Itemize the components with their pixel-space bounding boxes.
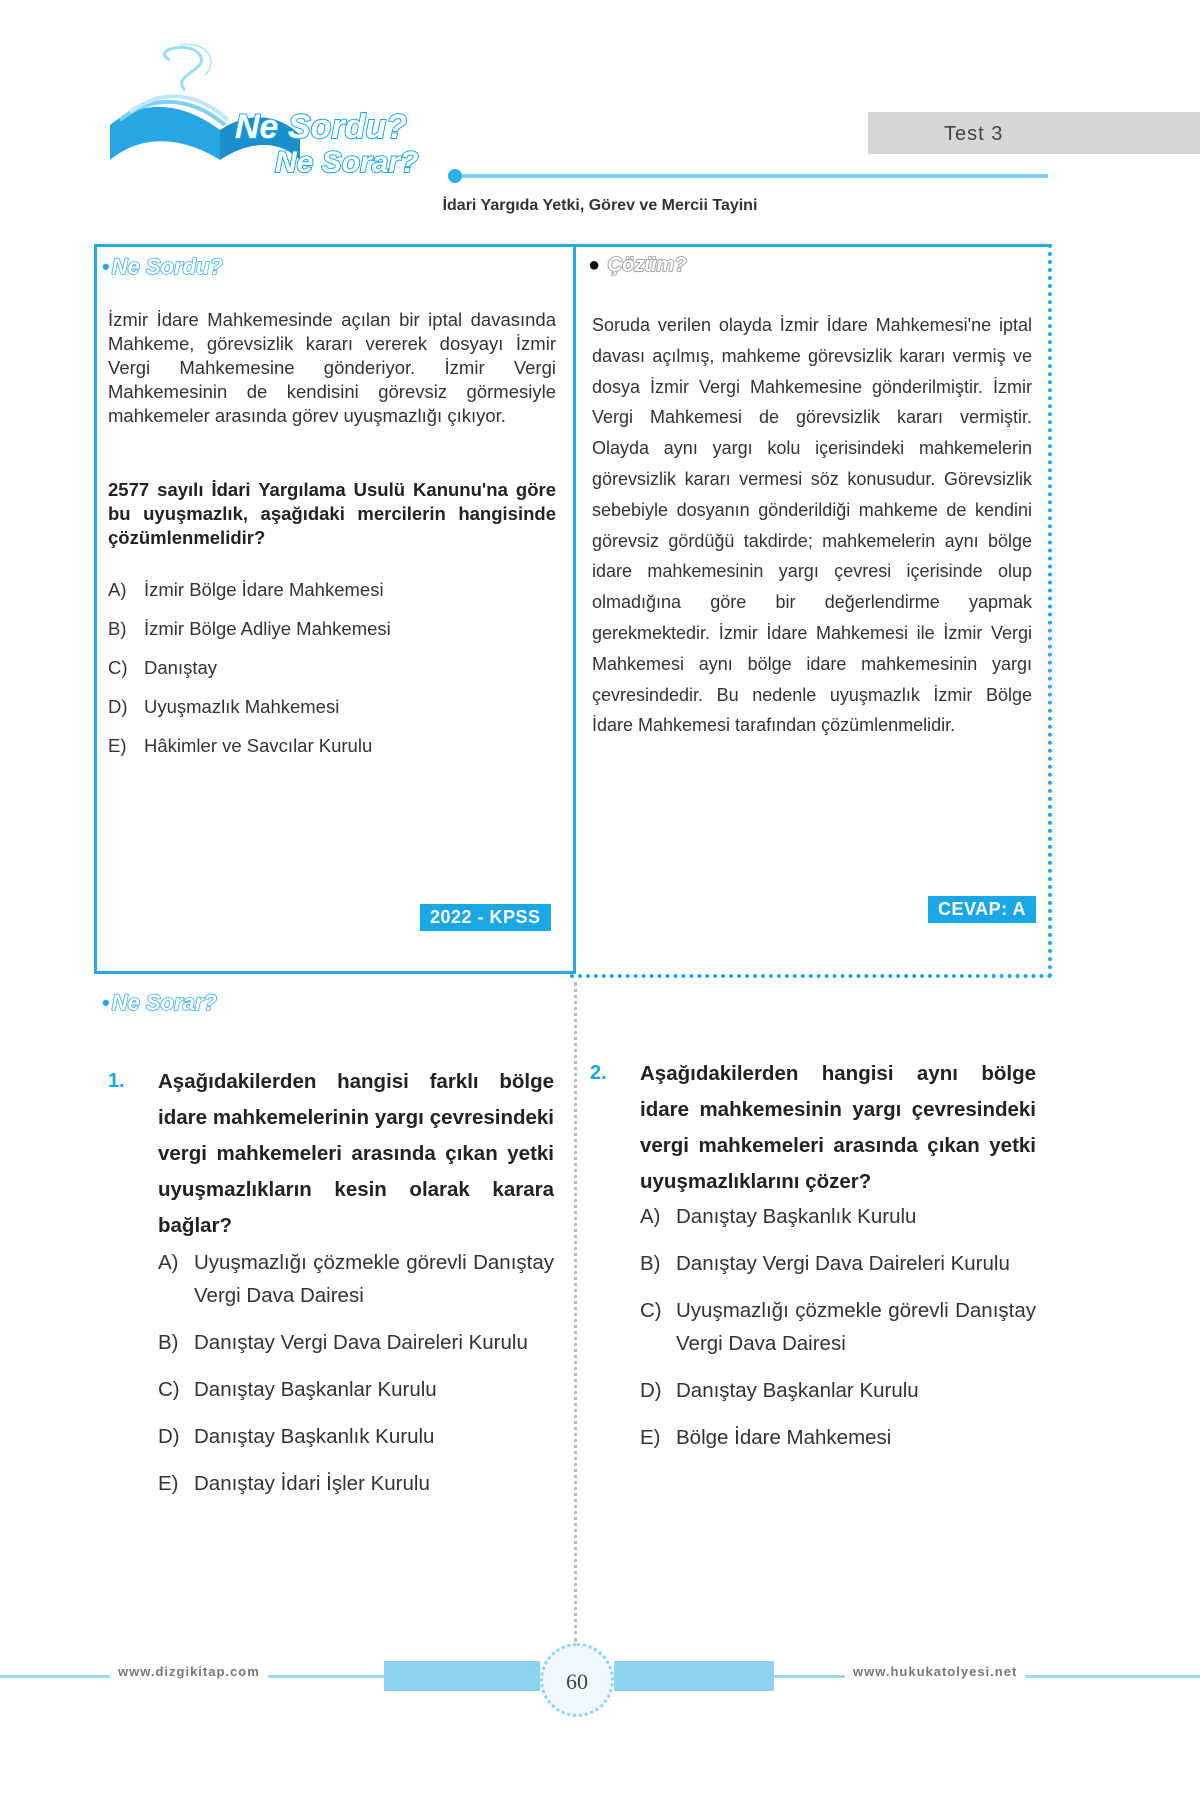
q2-option-d[interactable]: D) Danıştay Başkanlar Kurulu [640, 1379, 919, 1402]
test-label: Test 3 [944, 123, 1004, 145]
question-paragraph: İzmir İdare Mahkemesinde açılan bir iptal davasında Mahkeme, görevsizlik kararı vererek dosyayı İzmir Vergi Mahkemesine gönderiyor. İzmir Vergi Mahkemesinin de kendisini görevsiz görmesiyle mahkemeler arasında görev uyuşmazlığı çıkıyor. [108, 309, 556, 426]
footer-left-url[interactable]: www.dizgikitap.com [110, 1664, 268, 1679]
option-d[interactable]: D) Uyuşmazlık Mahkemesi [108, 696, 340, 717]
footer-right-url[interactable]: www.hukukatolyesi.net [845, 1664, 1025, 1679]
q2-option-b[interactable]: B) Danıştay Vergi Dava Daireleri Kurulu [640, 1252, 1010, 1275]
ne-sordu-title: •Ne Sordu? [102, 254, 223, 279]
q1-option-d[interactable]: D) Danıştay Başkanlık Kurulu [158, 1425, 435, 1448]
q2-option-e[interactable]: E) Bölge İdare Mahkemesi [640, 1426, 892, 1449]
question-1-options [158, 1246, 554, 1500]
option-c[interactable]: C) Danıştay [108, 657, 218, 678]
question-1-number: 1. [108, 1070, 125, 1092]
cozum-title: ● Çözüm? [588, 254, 687, 276]
header-divider [462, 174, 1048, 178]
q2-option-c[interactable]: C) Uyuşmazlığı çözmekle görevli Danıştay Vergi Dava Dairesi [640, 1299, 1036, 1355]
ne-sorar-title: •Ne Sorar? [102, 990, 217, 1015]
solution-text: Soruda verilen olayda İzmir İdare Mahkemesi'ne iptal davası açılmış, mahkeme görevsizlik kararı vermiş ve dosya İzmir Vergi Mahkemesine gönderilmiştir. İzmir Vergi Mahkemesi de görevsizlik kararı vermiştir. Olayda aynı yargı kolu içerisindeki mahkemelerin görevsizlik kararı vermesi söz konusudur. Görevsizlik sebebiyle dosyanın gönderildiği mahkeme de kendini görevsiz gördüğü takdirde; mahkemelerin aynı bölge idare mahkemesinin yargı çevresi içerisinde olup olmadığına göre bir değerlendirme yapmak gerekmektedir. İzmir İdare Mahkemesi ile İzmir Vergi Mahkemesi aynı bölge idare mahkemesinin yargı çevresindedir. Bu nedenle uyuşmazlık İzmir Bölge İdare Mahkemesi tarafından çözümlenmelidir. [592, 315, 1032, 736]
question-2-text: Aşağıdakilerden hangisi aynı bölge idare mahkemesinin yargı çevresindeki vergi mahkemeleri arasında çıkan yetki uyuşmazlıklarını çözer? [640, 1062, 1036, 1193]
ne-sordu-box [94, 244, 1054, 974]
q1-option-b[interactable]: B) Danıştay Vergi Dava Daireleri Kurulu [158, 1331, 528, 1354]
answer-badge: CEVAP: A [928, 896, 1036, 923]
page-number: 60 [566, 1669, 588, 1694]
footer-bar-left [384, 1661, 540, 1691]
q1-option-e[interactable]: E) Danıştay İdari İşler Kurulu [158, 1472, 430, 1495]
source-badge: 2022 - KPSS [420, 904, 551, 931]
logo [110, 40, 470, 190]
q1-option-c[interactable]: C) Danıştay Başkanlar Kurulu [158, 1378, 437, 1401]
option-b[interactable]: B) İzmir Bölge Adliye Mahkemesi [108, 618, 391, 639]
question-2-number: 2. [590, 1062, 607, 1084]
question-1-text: Aşağıdakilerden hangisi farklı bölge idare mahkemelerinin yargı çevresindeki vergi mahkemeleri arasında çıkan yetki uyuşmazlıkların kesin olarak karara bağlar? [158, 1070, 554, 1237]
header-dot [448, 169, 462, 183]
test-number-tab [868, 112, 1200, 154]
option-a[interactable]: A) İzmir Bölge İdare Mahkemesi [108, 579, 384, 600]
column-divider [574, 982, 577, 1642]
question-options [108, 578, 556, 758]
logo-title-line1: Ne Sordu? [235, 108, 407, 146]
question-stem: 2577 sayılı İdari Yargılama Usulü Kanunu'na göre bu uyuşmazlık, aşağıdaki mercilerin hangisinde çözümlenmelidir? [108, 479, 556, 548]
footer-bar-right [614, 1661, 774, 1691]
question-2-options [640, 1200, 1036, 1454]
q2-option-a[interactable]: A) Danıştay Başkanlık Kurulu [640, 1205, 917, 1228]
option-e[interactable]: E) Hâkimler ve Savcılar Kurulu [108, 735, 373, 756]
page-subtitle: İdari Yargıda Yetki, Görev ve Mercii Tayini [442, 197, 758, 214]
q1-option-a[interactable]: A) Uyuşmazlığı çözmekle görevli Danıştay Vergi Dava Dairesi [158, 1251, 554, 1307]
logo-title-line2: Ne Sorar? [275, 146, 419, 179]
